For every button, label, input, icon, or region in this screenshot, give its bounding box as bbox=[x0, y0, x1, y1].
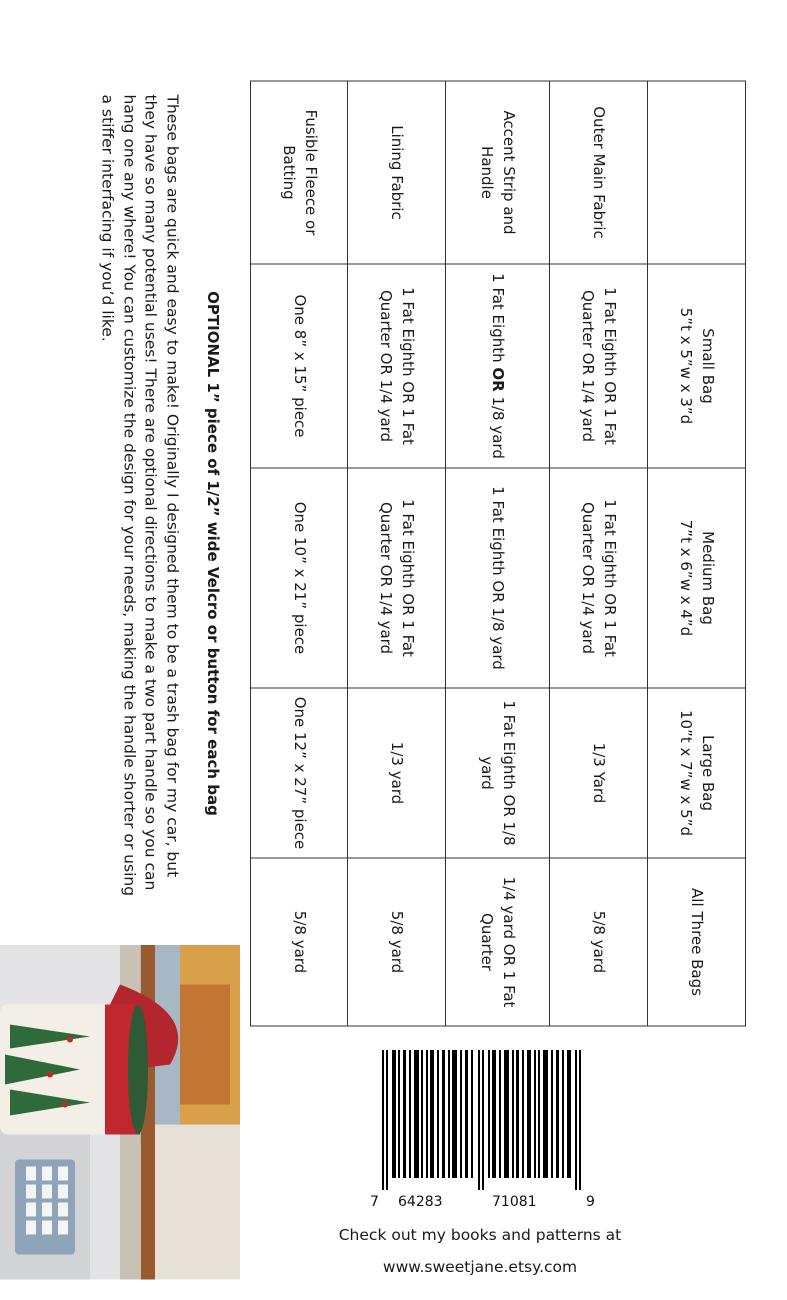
description-text: These bags are quick and easy to make! Originally I designed them to be a trash bag for my car, but they have so many potential uses! There are optional directions to make a two part handle so you can hang one any where! You can customize the design for your needs, making the handle shorter or using a stiffer interfacing if you’d like. bbox=[98, 94, 182, 897]
table-cell: 5/8 yard bbox=[251, 858, 348, 1026]
header-small-bag: Small Bag 5”t x 5”w x 3”d bbox=[648, 264, 746, 468]
upc-barcode bbox=[370, 1050, 595, 1210]
table-cell: 5/8 yard bbox=[550, 858, 648, 1026]
row-label: Lining Fabric bbox=[348, 81, 446, 264]
barcode-digit-last: 9 bbox=[586, 1194, 595, 1210]
table-cell: 1 Fat Eighth OR 1/8 yard bbox=[446, 688, 550, 858]
table-cell: 1/3 yard bbox=[348, 688, 446, 858]
description-block bbox=[48, 95, 183, 910]
header-all-three-bags: All Three Bags bbox=[648, 858, 746, 1026]
row-label: Fusible Fleece or Batting bbox=[251, 81, 348, 264]
table-cell: 5/8 yard bbox=[348, 858, 446, 1026]
optional-note: OPTIONAL 1” piece of 1/2” wide Velcro or button for each bag bbox=[203, 291, 222, 816]
table-row bbox=[446, 81, 550, 1026]
barcode-digit-first: 7 bbox=[370, 1194, 379, 1210]
header-large-bag: Large Bag 10”t x 7”w x 5”d bbox=[648, 688, 746, 858]
table-cell: 1/4 yard OR 1 Fat Quarter bbox=[446, 858, 550, 1026]
footer-line-1: Check out my books and patterns at bbox=[338, 1226, 622, 1244]
fabric-requirements-table bbox=[203, 81, 746, 1026]
table-cell: One 8” x 15” piece bbox=[251, 264, 348, 468]
barcode-digits-right: 71081 bbox=[492, 1194, 537, 1210]
optional-note-row bbox=[174, 81, 251, 1026]
row-label: Outer Main Fabric bbox=[550, 81, 648, 264]
table-cell: One 12” x 27” piece bbox=[251, 688, 348, 858]
table-cell: 1 Fat Eighth OR 1/8 yard bbox=[446, 264, 550, 468]
table-cell: 1 Fat Eighth OR 1 Fat Quarter OR 1/4 yard bbox=[550, 264, 648, 468]
table-cell: 1 Fat Eighth OR 1 Fat Quarter OR 1/4 yard bbox=[348, 264, 446, 468]
table-row bbox=[550, 81, 648, 1026]
barcode-digits-left: 64283 bbox=[398, 1194, 443, 1210]
table-cell: 1 Fat Eighth OR 1/8 yard bbox=[446, 468, 550, 688]
footer-website-link[interactable]: www.sweetjane.etsy.com bbox=[382, 1258, 578, 1276]
table-header-row bbox=[648, 81, 746, 1026]
table-row bbox=[348, 81, 446, 1026]
table-cell: 1/3 Yard bbox=[550, 688, 648, 858]
header-medium-bag: Medium Bag 7”t x 6”w x 4”d bbox=[648, 468, 746, 688]
header-corner bbox=[648, 81, 746, 264]
table-row bbox=[251, 81, 348, 1026]
product-photo bbox=[0, 945, 240, 1280]
table-cell: 1 Fat Eighth OR 1 Fat Quarter OR 1/4 yard bbox=[550, 468, 648, 688]
table-cell: 1 Fat Eighth OR 1 Fat Quarter OR 1/4 yard bbox=[348, 468, 446, 688]
row-label: Accent Strip and Handle bbox=[446, 81, 550, 264]
table-cell: One 10” x 21” piece bbox=[251, 468, 348, 688]
